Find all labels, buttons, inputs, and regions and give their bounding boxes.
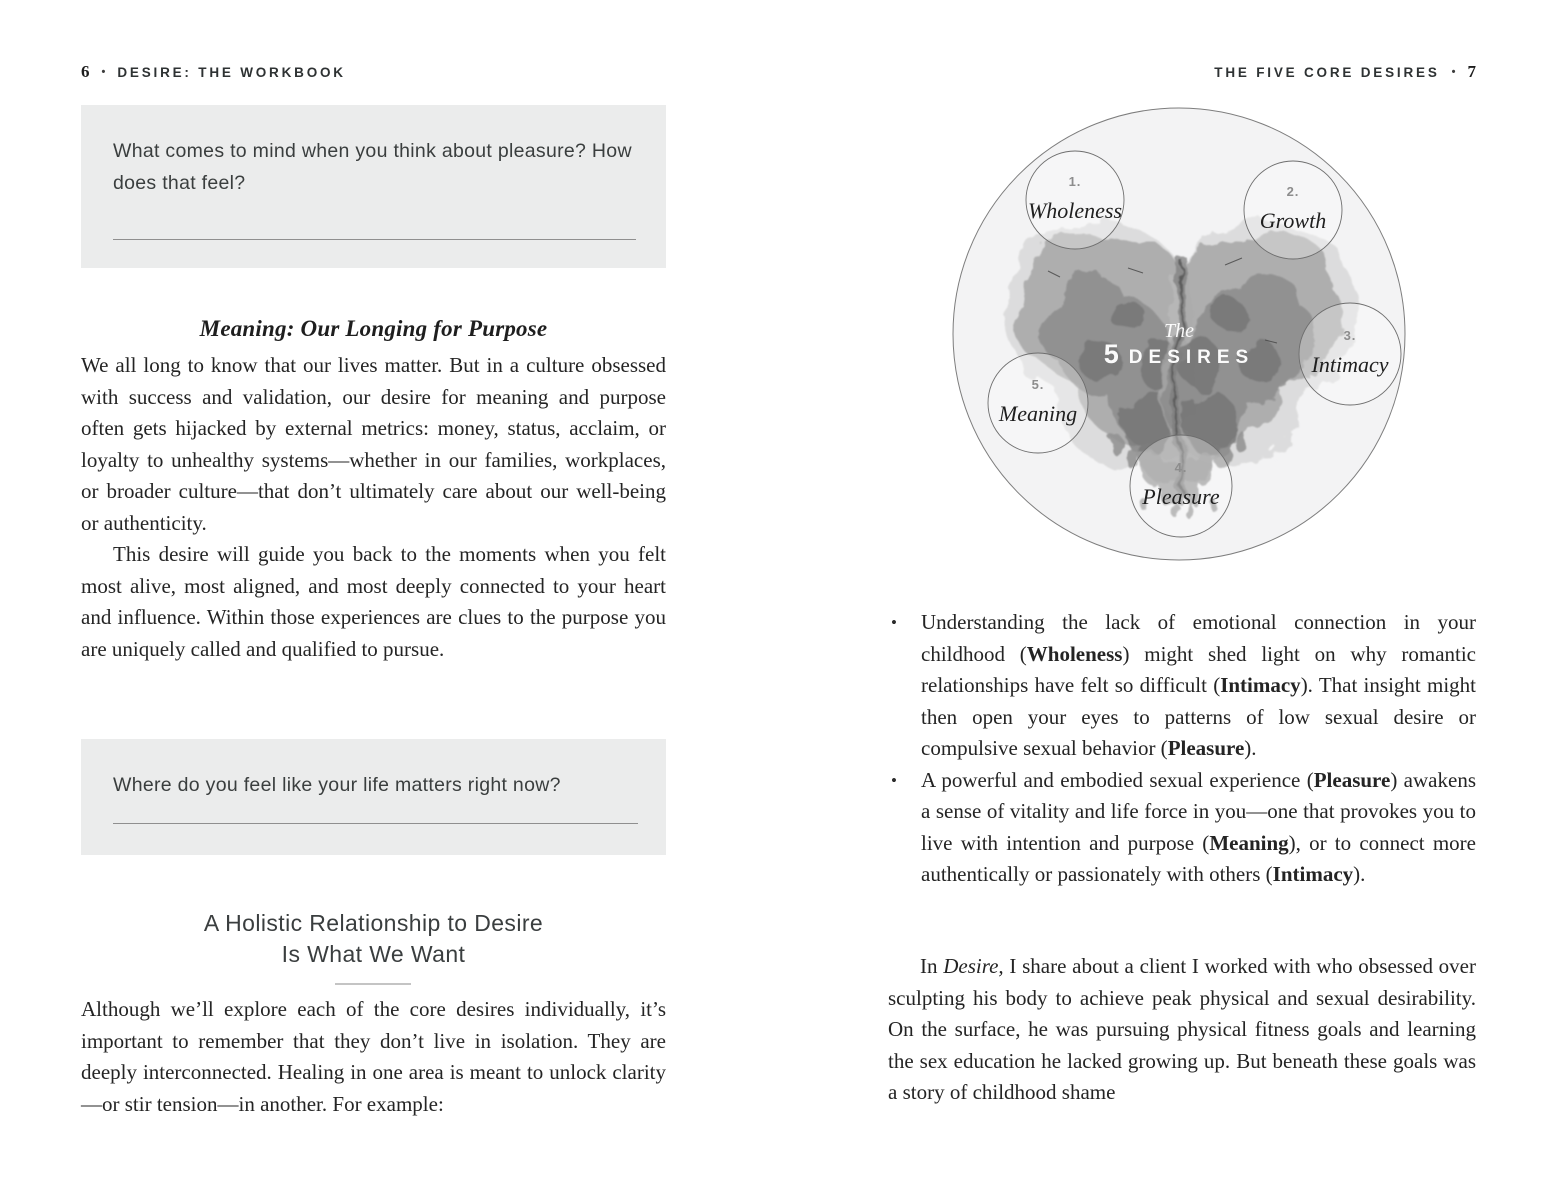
svg-text:5.: 5.: [1031, 377, 1045, 392]
diagram-center-5-desires: 5 DESIRES: [1103, 339, 1255, 369]
answer-write-line[interactable]: [113, 823, 638, 824]
paragraph: This desire will guide you back to the moments when you felt most alive, most aligned, and most deeply connected to your heart and influence. Within those experiences are clues to the purpose you are uniquely called and qualified to pursue.: [81, 542, 666, 661]
diagram-center-the: The: [1164, 320, 1194, 342]
svg-text:Wholeness: Wholeness: [1027, 198, 1123, 223]
running-title: THE FIVE CORE DESIRES: [1214, 65, 1440, 80]
section-heading-meaning: Meaning: Our Longing for Purpose: [199, 316, 548, 341]
five-desires-diagram: [948, 104, 1412, 564]
bullet-text: A powerful and embodied sexual experience (Pleasure) awakens a sense of vitality and life force in you—one that provokes you to live with intention and purpose (Meaning), or to connect more authentically or passionately with others (Intimacy).: [921, 767, 1476, 886]
five-desires-inkblot-figure: [948, 104, 1412, 564]
diagram-node-intimacy: [1299, 303, 1401, 405]
diagram-node-meaning: [988, 353, 1088, 453]
diagram-node-pleasure: [1130, 435, 1232, 537]
subheading-line2: Is What We Want: [281, 941, 466, 967]
subheading-holistic: [81, 908, 666, 970]
bullet-icon: •: [891, 770, 897, 790]
heading-divider-rule: [335, 983, 411, 985]
prompt-question: What comes to mind when you think about pleasure? How does that feel?: [113, 140, 632, 194]
bullet-icon: •: [891, 613, 897, 632]
svg-text:3.: 3.: [1343, 328, 1357, 343]
diagram-node-growth: [1244, 161, 1342, 259]
subheading-line1: A Holistic Relationship to Desire: [203, 910, 544, 936]
svg-text:Pleasure: Pleasure: [1142, 484, 1220, 509]
paragraph: We all long to know that our lives matter. But in a culture obsessed with success and validation, our desire for meaning and purpose often gets hijacked by external metrics: money, status, acclaim, or loyalty to unhealthy systems—whether in our families, workplaces, or broader culture—that don’t ultimately care about our well-being or authenticity.: [81, 353, 666, 535]
bullet-text: Understanding the lack of emotional connection in your childhood (Wholeness) might shed light on why romantic relationships have felt so difficult (Intimacy). That insight might then open your eyes to patterns of low sexual desire or compulsive sexual behavior (Pleasure).: [921, 610, 1477, 760]
page-number: 6: [81, 62, 90, 81]
diagram-node-wholeness: [1026, 151, 1124, 249]
svg-text:Growth: Growth: [1259, 208, 1327, 233]
bullet-item: [888, 607, 1476, 765]
paragraph-interconnected: Although we’ll explore each of the core desires individually, it’s important to remember that they don’t live in isolation. They are deeply interconnected. Healing in one area is meant to unlock clarity—or stir tension—in another. For example:: [81, 997, 666, 1116]
running-header-left: [81, 62, 346, 82]
running-header-right: [888, 62, 1476, 82]
page-number: 7: [1467, 62, 1476, 81]
page-right: [778, 0, 1556, 1200]
answer-write-line[interactable]: [113, 239, 636, 240]
running-title: DESIRE: THE WORKBOOK: [117, 65, 346, 80]
body-copy-meaning: [81, 350, 666, 665]
bullet-item: [888, 765, 1476, 891]
svg-text:Meaning: Meaning: [998, 401, 1078, 426]
svg-text:2.: 2.: [1286, 184, 1300, 199]
paragraph-client-story: In Desire, I share about a client I worked with who obsessed over sculpting his body to achieve peak physical and sexual desirability. On the surface, he was pursuing physical fitness goals and learning the sex education he lacked growing up. But beneath these goals was a story of childhood shame: [888, 954, 1476, 1104]
svg-text:1.: 1.: [1068, 174, 1082, 189]
journal-prompt-box-pleasure: [81, 105, 666, 268]
journal-prompt-box-matters: [81, 739, 666, 855]
svg-text:Intimacy: Intimacy: [1311, 352, 1389, 377]
example-bullet-list: [888, 607, 1476, 891]
prompt-question: Where do you feel like your life matters right now?: [113, 774, 561, 796]
header-separator-dot: •: [101, 66, 106, 78]
svg-text:4.: 4.: [1174, 460, 1188, 475]
header-separator-dot: •: [1451, 66, 1456, 78]
